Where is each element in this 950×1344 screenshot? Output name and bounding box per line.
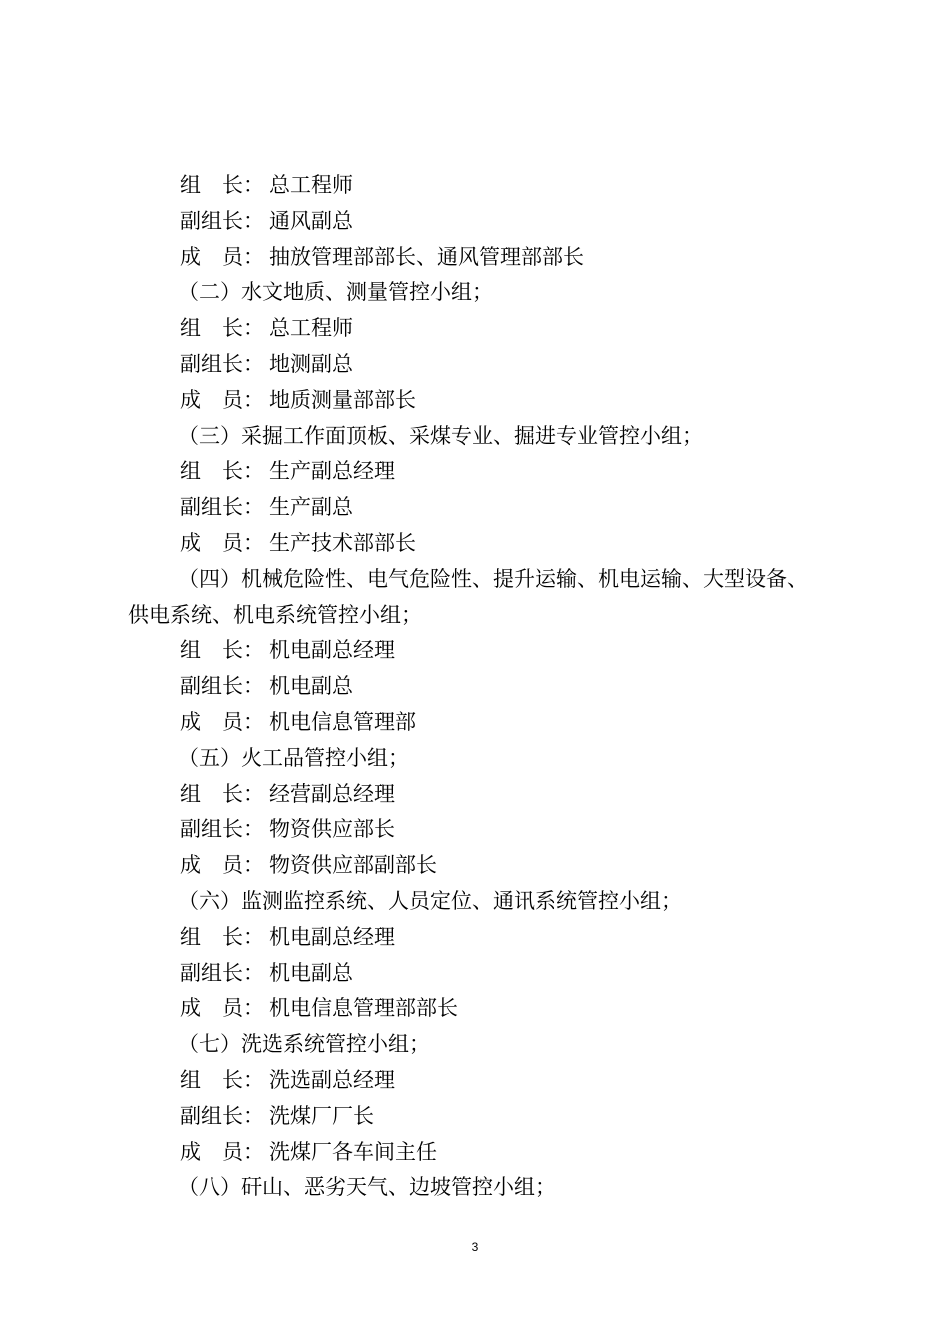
line-text: （三）采掘工作面顶板、采煤专业、掘进专业管控小组； <box>178 423 703 448</box>
role-line <box>0 991 950 1027</box>
role-label: 组 长： <box>180 638 264 663</box>
role-value: 洗煤厂厂长 <box>269 1103 374 1128</box>
role-label: 成 员： <box>180 996 264 1021</box>
role-line <box>0 956 950 992</box>
document-body <box>0 168 950 1206</box>
role-value: 生产技术部部长 <box>269 530 416 555</box>
role-line <box>0 812 950 848</box>
section-heading <box>0 275 950 311</box>
role-label: 成 员： <box>180 387 264 412</box>
role-label: 副组长： <box>180 674 264 699</box>
role-line <box>0 240 950 276</box>
role-line <box>0 669 950 705</box>
role-value: 机电副总 <box>269 674 353 699</box>
role-line <box>0 526 950 562</box>
role-line <box>0 1135 950 1171</box>
role-label: 组 长： <box>180 316 264 341</box>
role-line <box>0 777 950 813</box>
role-label: 组 长： <box>180 1067 264 1092</box>
page-number: 3 <box>471 1240 479 1254</box>
line-text: （二）水文地质、测量管控小组； <box>178 280 493 305</box>
role-label: 成 员： <box>180 244 264 269</box>
role-value: 机电副总经理 <box>269 924 395 949</box>
role-label: 副组长： <box>180 351 264 376</box>
role-value: 总工程师 <box>269 173 353 197</box>
role-line <box>0 1063 950 1099</box>
role-label: 副组长： <box>180 208 264 233</box>
role-value: 总工程师 <box>269 316 353 341</box>
role-line <box>0 383 950 419</box>
section-heading <box>0 884 950 920</box>
role-label: 成 员： <box>180 530 264 555</box>
line-text: （八）矸山、恶劣天气、边坡管控小组； <box>178 1175 556 1200</box>
line-text: （六）监测监控系统、人员定位、通讯系统管控小组； <box>178 888 682 913</box>
section-heading-continuation <box>0 598 950 634</box>
role-label: 组 长： <box>180 173 264 197</box>
role-line <box>0 311 950 347</box>
role-line <box>0 454 950 490</box>
role-label: 组 长： <box>180 459 264 484</box>
role-value: 洗煤厂各车间主任 <box>269 1139 437 1164</box>
role-label: 副组长： <box>180 495 264 520</box>
role-value: 地测副总 <box>269 351 353 376</box>
section-heading <box>0 562 950 598</box>
role-value: 通风副总 <box>269 208 353 233</box>
role-label: 组 长： <box>180 781 264 806</box>
role-value: 物资供应部长 <box>269 817 395 842</box>
role-line <box>0 1099 950 1135</box>
role-value: 机电副总经理 <box>269 638 395 663</box>
line-text: （五）火工品管控小组； <box>178 745 409 770</box>
role-value: 机电信息管理部部长 <box>269 996 458 1021</box>
line-text: （四）机械危险性、电气危险性、提升运输、机电运输、大型设备、 <box>178 566 808 591</box>
role-line <box>0 168 950 204</box>
line-text: 供电系统、机电系统管控小组； <box>128 602 422 627</box>
role-label: 成 员： <box>180 709 264 734</box>
role-line <box>0 920 950 956</box>
role-line <box>0 705 950 741</box>
line-text: （七）洗选系统管控小组； <box>178 1032 430 1057</box>
section-heading <box>0 419 950 455</box>
role-value: 生产副总经理 <box>269 459 395 484</box>
role-label: 副组长： <box>180 960 264 985</box>
role-value: 物资供应部副部长 <box>269 853 437 878</box>
role-value: 机电信息管理部 <box>269 709 416 734</box>
role-value: 抽放管理部部长、通风管理部部长 <box>269 244 584 269</box>
role-value: 机电副总 <box>269 960 353 985</box>
role-label: 组 长： <box>180 924 264 949</box>
section-heading <box>0 1170 950 1206</box>
role-label: 成 员： <box>180 1139 264 1164</box>
role-label: 副组长： <box>180 1103 264 1128</box>
role-line <box>0 490 950 526</box>
role-value: 生产副总 <box>269 495 353 520</box>
role-line <box>0 633 950 669</box>
section-heading <box>0 741 950 777</box>
role-line <box>0 848 950 884</box>
role-line <box>0 347 950 383</box>
role-line <box>0 204 950 240</box>
section-heading <box>0 1027 950 1063</box>
role-label: 成 员： <box>180 853 264 878</box>
role-value: 经营副总经理 <box>269 781 395 806</box>
role-value: 地质测量部部长 <box>269 387 416 412</box>
role-value: 洗选副总经理 <box>269 1067 395 1092</box>
role-label: 副组长： <box>180 817 264 842</box>
